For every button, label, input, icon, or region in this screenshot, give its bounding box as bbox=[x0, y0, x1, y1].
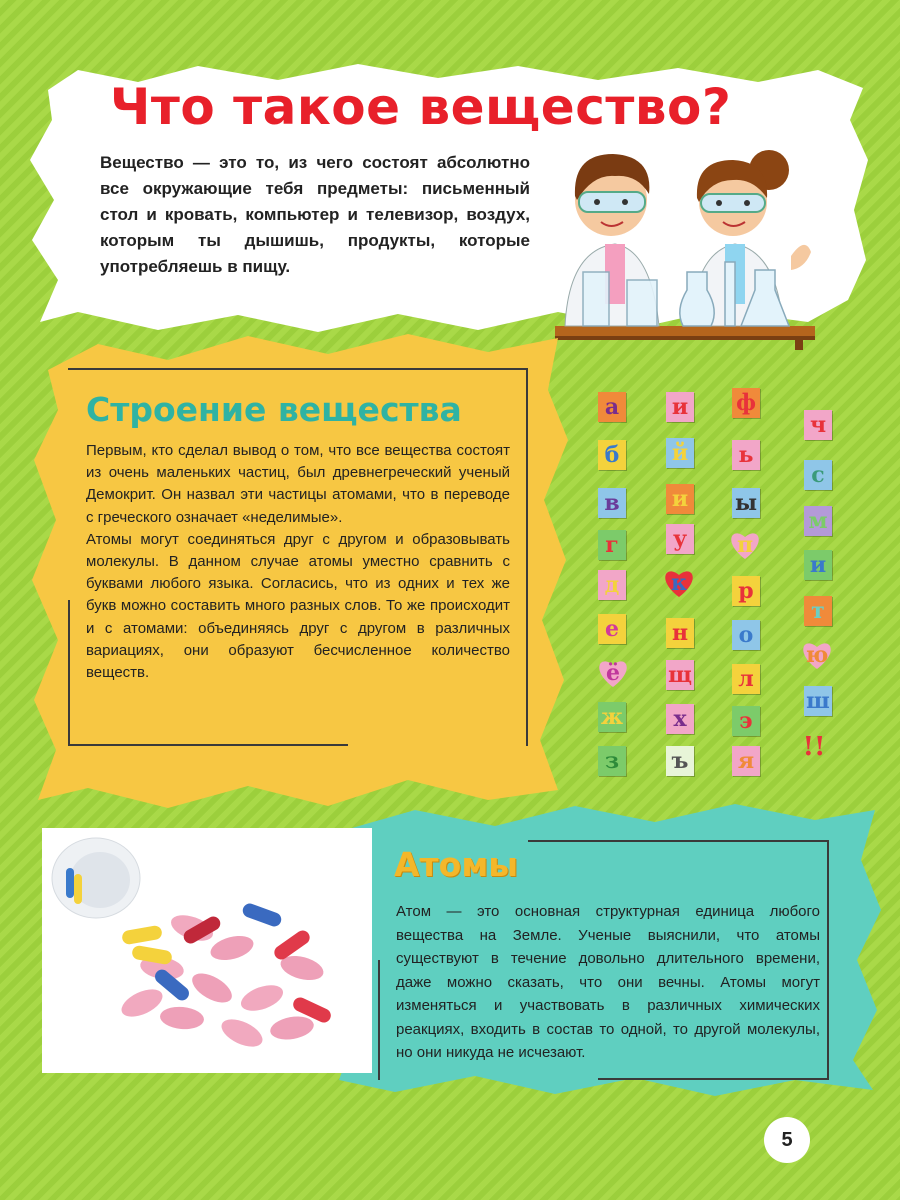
letter-card: ж bbox=[598, 702, 626, 732]
atoms-heading: Атомы bbox=[394, 845, 519, 884]
letter-heart: ё bbox=[596, 658, 630, 688]
structure-frame-left bbox=[68, 600, 70, 746]
letter-card: б bbox=[598, 440, 626, 470]
letter-heart: п bbox=[728, 530, 762, 560]
letter-card: ь bbox=[732, 440, 760, 470]
letter-card: т bbox=[804, 596, 832, 626]
letter-card: с bbox=[804, 460, 832, 490]
letter-card: и bbox=[666, 392, 694, 422]
letter-card: в bbox=[598, 488, 626, 518]
pills-photo bbox=[42, 828, 372, 1073]
letter-card: ф bbox=[732, 388, 760, 418]
letter-card: у bbox=[666, 524, 694, 554]
letter-card: щ bbox=[666, 660, 694, 690]
letter-card: я bbox=[732, 746, 760, 776]
letter-card: а bbox=[598, 392, 626, 422]
letter-card: й bbox=[666, 438, 694, 468]
letter-card: н bbox=[666, 618, 694, 648]
letter-card: м bbox=[804, 506, 832, 536]
letter-heart: ю bbox=[800, 640, 834, 670]
letter-card: з bbox=[598, 746, 626, 776]
atoms-frame-right bbox=[827, 840, 829, 1080]
letter-card: е bbox=[598, 614, 626, 644]
letter-card: д bbox=[598, 570, 626, 600]
letter-card: о bbox=[732, 620, 760, 650]
structure-paragraph-1: Первым, кто сделал вывод о том, что все вещества состоят из очень маленьких частиц, был древнегреческий ученый Демокрит. Он назвал эти частицы атомами, что в переводе с греческого означает «неделимые». bbox=[86, 442, 510, 526]
atoms-paragraph: Атом — это основная структурная единица любого вещества на Земле. Ученые выяснили, что атомы существуют в течение довольно длительного времени, даже можно сказать, что они вечны. Атомы могут изменяться и участвовать в различных химических реакциях, входить в состав то одной, то другой молекулы, но они никуда не исчезают. bbox=[396, 903, 820, 1061]
letter-card: ы bbox=[732, 488, 760, 518]
atoms-frame-bottom bbox=[598, 1078, 829, 1080]
letter-card: г bbox=[598, 530, 626, 560]
kids-scientists-illustration bbox=[555, 140, 815, 350]
structure-text bbox=[86, 440, 510, 684]
page-number: 5 bbox=[764, 1117, 810, 1163]
letter-card: ч bbox=[804, 410, 832, 440]
structure-heading: Строение вещества bbox=[86, 390, 462, 429]
letter-heart: к bbox=[662, 568, 696, 598]
letter-card: л bbox=[732, 664, 760, 694]
letter-card: и bbox=[804, 550, 832, 580]
letter-card: и bbox=[666, 484, 694, 514]
intro-paragraph: Вещество — это то, из чего состоят абсолютно все окружающие тебя предметы: письменный стол и кровать, компьютер и телевизор, воздух, которым ты дышишь, продукты, которые употребляешь в пищу. bbox=[100, 153, 530, 276]
atoms-frame-left bbox=[378, 960, 380, 1080]
letter-card: ш bbox=[804, 686, 832, 716]
letter-card: р bbox=[732, 576, 760, 606]
exclamation-marks: !! bbox=[802, 732, 826, 762]
atoms-frame-top bbox=[528, 840, 829, 842]
page-title: Что такое вещество? bbox=[110, 78, 732, 136]
letter-card: э bbox=[732, 706, 760, 736]
structure-paragraph-2: Атомы могут соединяться друг с другом и образовывать молекулы. В данном случае атомы уместно сравнить с буквами любого языка. Согласись, что из одних и тех же букв можно составить много разных слов. То же происходит и с атомами: объединяясь друг с другом в различных вариациях, они образуют бесчисленное количество веществ. bbox=[86, 530, 510, 682]
letter-card: ъ bbox=[666, 746, 694, 776]
letter-card: х bbox=[666, 704, 694, 734]
